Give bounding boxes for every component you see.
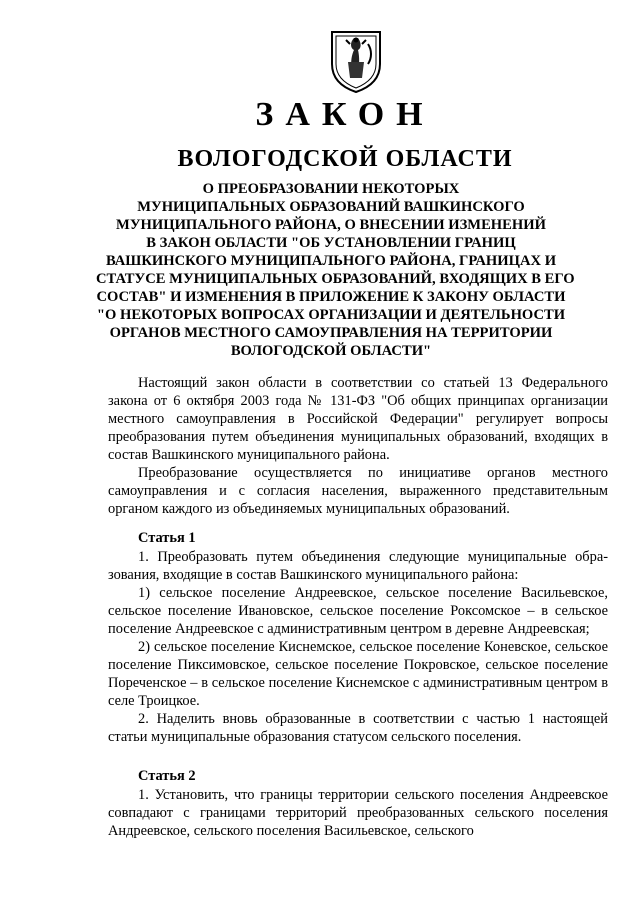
article-paragraph: 1) сельское поселение Андреевское, сельское поселение Васильевское, сельское поселение Ивановское, сельское поселение Роксомское – в сельское поселение Андреевское с административным центром в деревне Андреевская; [108,585,608,637]
subtitle-line: СТАТУСЕ МУНИЦИПАЛЬНЫХ ОБРАЗОВАНИЙ, ВХОДЯЩИХ В ЕГО [96,271,575,287]
subtitle-line: "О НЕКОТОРЫХ ВОПРОСАХ ОРГАНИЗАЦИИ И ДЕЯТЕЛЬНОСТИ [96,307,566,323]
coat-of-arms-icon [328,28,384,94]
article-1-body [108,548,608,746]
subtitle-line: СОСТАВ" И ИЗМЕНЕНИЯ В ПРИЛОЖЕНИЕ К ЗАКОНУ ОБЛАСТИ [96,289,566,305]
article-paragraph: 2. Наделить вновь образованные в соответствии с частью 1 настоящей статьи муниципальные образования статусом сельского поселения. [108,711,608,745]
preamble [108,374,608,518]
subtitle-line: ВАШКИНСКОГО МУНИЦИПАЛЬНОГО РАЙОНА, ГРАНИЦАХ И [105,253,557,269]
document-region: ВОЛОГОДСКОЙ ОБЛАСТИ [177,146,513,172]
article-paragraph: 1. Установить, что границы территории сельского поселения Андреевское совпадают с границами территорий преобразованных сельского поселения Андреевское, сельского поселения Васильевское, сельского [108,787,608,839]
article-1-heading: Статья 1 [138,530,196,546]
article-paragraph: 1. Преобразовать путем объединения следующие муниципальные обра-зования, входящие в состав Вашкинского муниципального района: [108,549,608,583]
article-2-heading: Статья 2 [138,768,196,784]
document-title: ЗАКОН [255,96,435,133]
article-paragraph: 2) сельское поселение Киснемское, сельское поселение Коневское, сельское поселение Пиксимовское, сельское поселение Покровское, сельское поселение Пореченское – в сельское поселение Киснемское с административным центром в селе Троицкое. [108,639,608,709]
subtitle-line: ОРГАНОВ МЕСТНОГО САМОУПРАВЛЕНИЯ НА ТЕРРИТОРИИ [109,325,553,341]
preamble-paragraph: Преобразование осуществляется по инициативе органов местного самоуправления и с согласия населения, выраженного представительным органом каждого из объединяемых муниципальных образований. [108,465,608,517]
subtitle-line: ВОЛОГОДСКОЙ ОБЛАСТИ" [230,343,432,359]
article-2-body [108,786,608,840]
law-subtitle [96,180,575,360]
subtitle-line: О ПРЕОБРАЗОВАНИИ НЕКОТОРЫХ [202,181,460,197]
subtitle-line: МУНИЦИПАЛЬНЫХ ОБРАЗОВАНИЙ ВАШКИНСКОГО [137,199,525,215]
subtitle-line: МУНИЦИПАЛЬНОГО РАЙОНА, О ВНЕСЕНИИ ИЗМЕНЕНИЙ [116,217,546,233]
preamble-paragraph: Настоящий закон области в соответствии со статьей 13 Федерального закона от 6 октября 2003 года № 131-ФЗ "Об общих принципах организации местного самоуправления в Российской Федерации" регулирует вопросы преобразования путем объединения муниципальных образований, входящих в состав Вашкинского муниципального района. [108,375,608,463]
subtitle-line: В ЗАКОН ОБЛАСТИ "ОБ УСТАНОВЛЕНИИ ГРАНИЦ [146,235,516,251]
